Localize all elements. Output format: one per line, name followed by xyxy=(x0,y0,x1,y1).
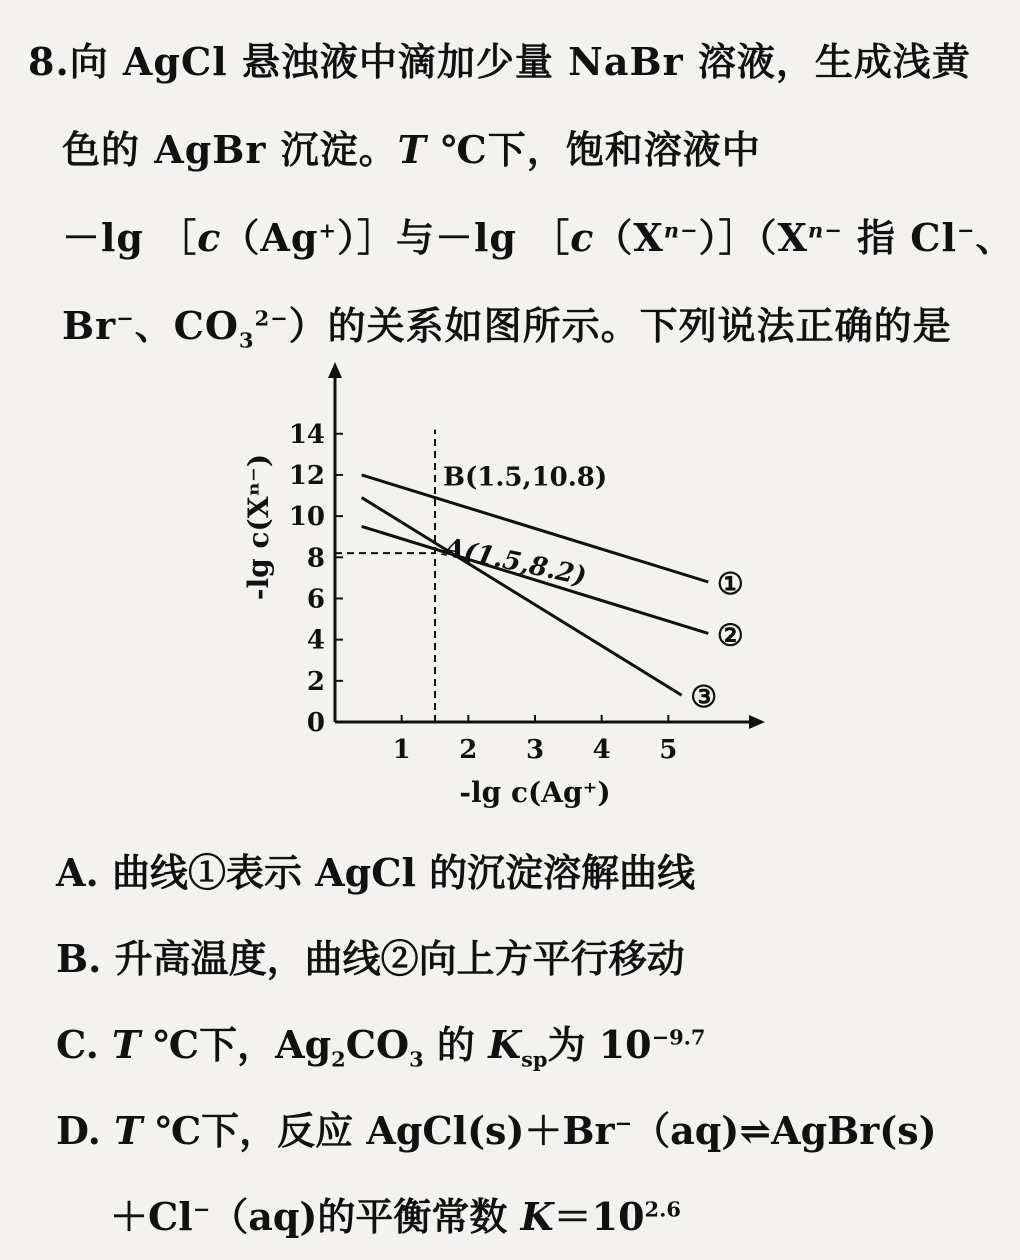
y-tick-label: 4 xyxy=(306,625,325,656)
y-tick-label: 12 xyxy=(288,460,325,491)
y-tick-label: 10 xyxy=(288,502,325,533)
chart-svg xyxy=(240,355,780,825)
x-tick-label: 2 xyxy=(459,735,478,765)
y-tick-label: 0 xyxy=(306,708,325,738)
point-label: B(1.5,10.8) xyxy=(443,462,608,493)
series-label: ③ xyxy=(690,680,718,716)
series-label: ② xyxy=(716,618,744,654)
stem-line-3: －lg ［c（Ag+）］与－lg $[c(X^{n-})](X^{n-}$ 指 Cl−、 xyxy=(62,215,1015,260)
option-d[interactable]: D. T ℃下，反应 AgCl(s)＋Br−（aq)⇌AgBr(s) xyxy=(56,1108,937,1153)
x-tick-label: 4 xyxy=(592,735,611,765)
y-tick-label: 14 xyxy=(288,419,325,450)
stem-line-1: 8.向 AgCl 悬浊液中滴加少量 NaBr 溶液，生成浅黄 xyxy=(28,39,971,84)
series-label: ① xyxy=(716,567,744,602)
x-axis-arrow xyxy=(749,715,765,729)
question-number: 8. xyxy=(28,39,70,84)
y-tick-label: 2 xyxy=(306,666,325,697)
option-b[interactable]: B. 升高温度，曲线②向上方平行移动 xyxy=(56,936,685,981)
y-tick-label: 8 xyxy=(306,543,325,574)
x-tick-label: 1 xyxy=(392,735,411,765)
x-axis-label: -lg c(Ag⁺) xyxy=(459,776,611,809)
solubility-chart xyxy=(240,355,780,825)
x-tick-label: 5 xyxy=(659,735,678,765)
y-tick-label: 6 xyxy=(306,584,325,615)
option-a[interactable]: A. 曲线①表示 AgCl 的沉淀溶解曲线 xyxy=(56,850,696,895)
series-line xyxy=(362,498,682,696)
question-stem xyxy=(28,18,1013,370)
x-tick-label: 3 xyxy=(525,735,545,765)
option-d-cont: ＋Cl−（aq)的平衡常数 $K=10^{2.6}$ xyxy=(110,1194,681,1239)
stem-line-4: Br−、$CO_3^{2-}$）的关系如图所示。下列说法正确的是 xyxy=(62,303,952,353)
stem-line-2: 色的 AgBr 沉淀。T ℃下，饱和溶液中 xyxy=(62,127,761,172)
y-axis-arrow xyxy=(328,362,342,378)
answer-options xyxy=(56,830,1016,1260)
y-axis-label: -lg c(Xⁿ⁻) xyxy=(242,453,275,601)
point-label: A(1.5,8.2) xyxy=(441,532,589,593)
option-c[interactable]: C. T ℃下，$Ag_2CO_3$ 的 $K_{sp}$为 $10^{-9.7}$ xyxy=(56,1022,706,1072)
